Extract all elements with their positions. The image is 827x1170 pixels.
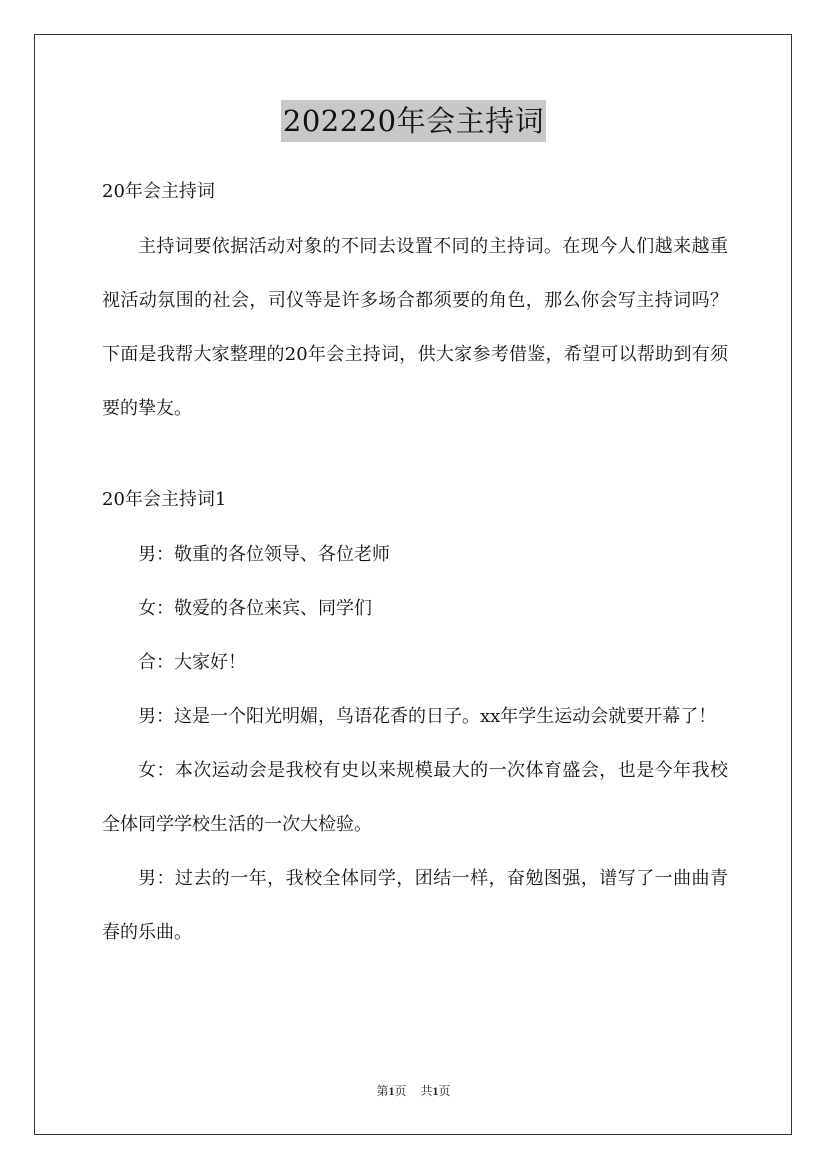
dialogue-line: 男：过去的一年，我校全体同学，团结一样，奋勉图强，谱写了一曲曲青春的乐曲。 [102, 868, 728, 943]
paragraph-gap [102, 436, 728, 478]
page-number: 1 [388, 1084, 395, 1098]
document-subtitle: 20年会主持词 [102, 181, 215, 202]
page-footer [0, 1082, 827, 1099]
total-suffix: 页 [438, 1084, 451, 1098]
dialogue-line: 男：这是一个阳光明媚，鸟语花香的日子。xx年学生运动会就要开幕了！ [138, 706, 717, 727]
page-prefix: 第 [376, 1084, 389, 1098]
document-title: 202220年会主持词 [281, 100, 546, 142]
intro-paragraph: 主持词要依据活动对象的不同去设置不同的主持词。在现今人们越来越重视活动氛围的社会，司仪等是许多场合都须要的角色，那么你会写主持词吗？下面是我帮大家整理的20年会主持词，供大家参考借鉴，希望可以帮助到有须要的挚友。 [102, 236, 728, 419]
title-area [0, 100, 827, 142]
dialogue-line: 女：本次运动会是我校有史以来规模最大的一次体育盛会，也是今年我校全体同学学校生活的一次大检验。 [102, 760, 728, 835]
total-prefix: 共 [420, 1084, 433, 1098]
total-number: 1 [432, 1084, 439, 1098]
document-body [102, 170, 728, 960]
dialogue-line: 女：敬爱的各位来宾、同学们 [138, 598, 372, 619]
section-heading: 20年会主持词1 [102, 489, 227, 510]
page-suffix: 页 [394, 1084, 407, 1098]
dialogue-line: 男：敬重的各位领导、各位老师 [138, 544, 390, 565]
dialogue-line: 合：大家好！ [138, 652, 246, 673]
